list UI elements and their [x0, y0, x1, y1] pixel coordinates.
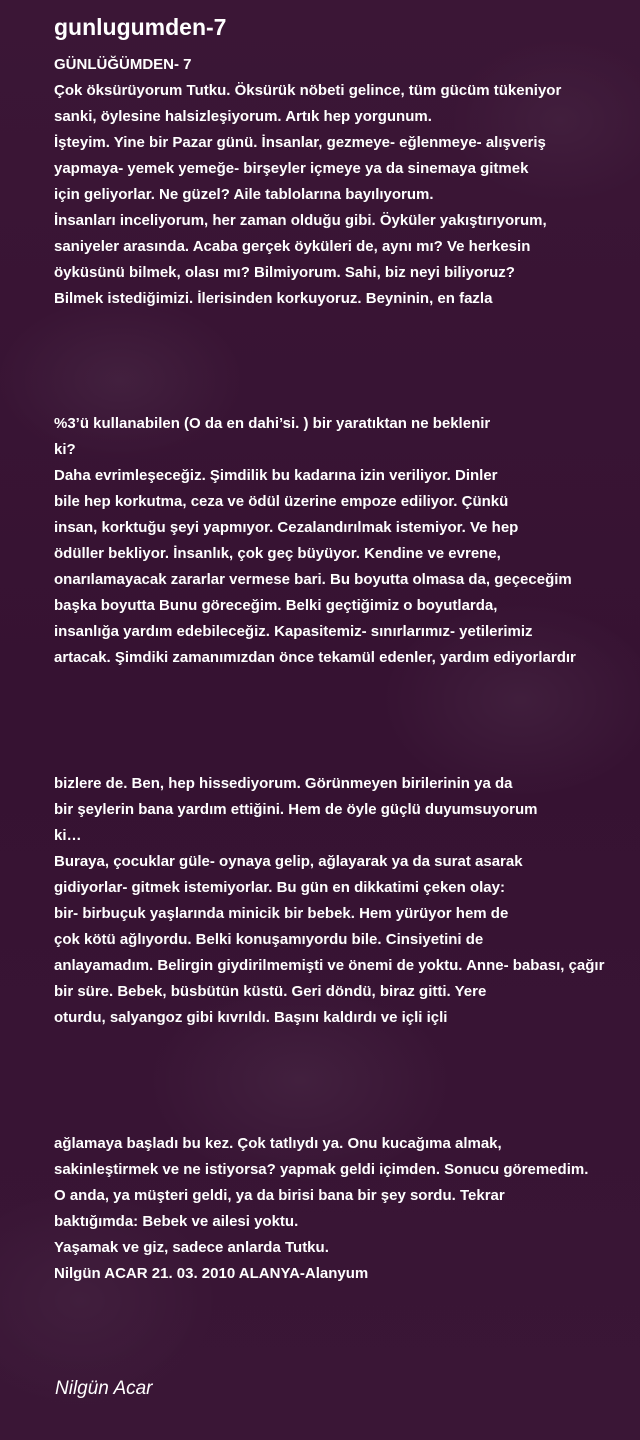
poem-text-block-3 — [54, 771, 604, 1031]
poem-line: anlayamadım. Belirgin giydirilmemişti ve önemi de yoktu. Anne- babası, çağır — [54, 957, 605, 974]
poem-line: artacak. Şimdiki zamanımızdan önce tekamül edenler, yardım ediyorlardır — [54, 649, 576, 666]
poem-line: sanki, öylesine halsizleşiyorum. Artık hep yorgunum. — [54, 108, 432, 125]
poem-text-block-2 — [54, 411, 576, 671]
poem-line: gidiyorlar- gitmek istemiyorlar. Bu gün en dikkatimi çeken olay: — [54, 879, 505, 896]
poem-line: Çok öksürüyorum Tutku. Öksürük nöbeti gelince, tüm gücüm tükeniyor — [54, 82, 562, 99]
poem-line: Yaşamak ve giz, sadece anlarda Tutku. — [54, 1239, 329, 1256]
poem-line: onarılamayacak zararlar vermese bari. Bu boyutta olmasa da, geçeceğim — [54, 571, 572, 588]
poem-line: bir süre. Bebek, büsbütün küstü. Geri döndü, biraz gitti. Yere — [54, 983, 487, 1000]
poem-line: %3’ü kullanabilen (O da en dahi’si. ) bir yaratıktan ne beklenir — [54, 415, 491, 432]
poem-line: Nilgün ACAR 21. 03. 2010 ALANYA-Alanyum — [54, 1265, 369, 1282]
poem-line: saniyeler arasında. Acaba gerçek öyküleri de, aynı mı? Ve herkesin — [54, 238, 531, 255]
poem-text-block-1 — [54, 52, 561, 312]
poem-line: Daha evrimleşeceğiz. Şimdilik bu kadarına izin veriliyor. Dinler — [54, 467, 498, 484]
poem-line: bile hep korkutma, ceza ve ödül üzerine empoze ediliyor. Çünkü — [54, 493, 509, 510]
poem-line: ki… — [54, 827, 82, 844]
poem-line: başka boyutta Bunu göreceğim. Belki geçtiğimiz o boyutlarda, — [54, 597, 498, 614]
poem-text-block-4 — [54, 1131, 588, 1287]
poem-line: Buraya, çocuklar güle- oynaya gelip, ağlayarak ya da surat asarak — [54, 853, 523, 870]
poem-line: insanlığa yardım edebileceğiz. Kapasitemiz- sınırlarımız- yetilerimiz — [54, 623, 533, 640]
poem-line: insan, korktuğu şeyi yapmıyor. Cezalandırılmak istemiyor. Ve hep — [54, 519, 519, 536]
poem-line: İnsanları inceliyorum, her zaman olduğu gibi. Öyküler yakıştırıyorum, — [54, 212, 547, 229]
poem-line: ağlamaya başladı bu kez. Çok tatlıydı ya. Onu kucağıma almak, — [54, 1135, 502, 1152]
poem-line: GÜNLÜĞÜMDEN- 7 — [54, 56, 192, 73]
poem-line: bizlere de. Ben, hep hissediyorum. Görünmeyen birilerinin ya da — [54, 775, 513, 792]
poem-line: ki? — [54, 441, 76, 458]
poem-line: ödüller bekliyor. İnsanlık, çok geç büyüyor. Kendine ve evrene, — [54, 545, 501, 562]
author-signature: Nilgün Acar — [55, 1378, 153, 1399]
poem-line: bir- birbuçuk yaşlarında minicik bir bebek. Hem yürüyor hem de — [54, 905, 509, 922]
poem-line: bir şeylerin bana yardım ettiğini. Hem de öyle güçlü duyumsuyorum — [54, 801, 538, 818]
poem-line: baktığımda: Bebek ve ailesi yoktu. — [54, 1213, 299, 1230]
poem-line: O anda, ya müşteri geldi, ya da birisi bana bir şey sordu. Tekrar — [54, 1187, 505, 1204]
poem-line: sakinleştirmek ve ne istiyorsa? yapmak geldi içimden. Sonucu göremedim. — [54, 1161, 589, 1178]
poem-line: çok kötü ağlıyordu. Belki konuşamıyordu bile. Cinsiyetini de — [54, 931, 484, 948]
poem-title: gunlugumden-7 — [54, 14, 227, 40]
poem-line: öyküsünü bilmek, olası mı? Bilmiyorum. Sahi, biz neyi biliyoruz? — [54, 264, 515, 281]
poem-line: İşteyim. Yine bir Pazar günü. İnsanlar, gezmeye- eğlenmeye- alışveriş — [54, 134, 546, 151]
poem-line: için geliyorlar. Ne güzel? Aile tablolarına bayılıyorum. — [54, 186, 434, 203]
poem-line: yapmaya- yemek yemeğe- birşeyler içmeye ya da sinemaya gitmek — [54, 160, 529, 177]
poem-line: oturdu, salyangoz gibi kıvrıldı. Başını kaldırdı ve içli içli — [54, 1009, 448, 1026]
poem-line: Bilmek istediğimizi. İlerisinden korkuyoruz. Beyninin, en fazla — [54, 290, 493, 307]
